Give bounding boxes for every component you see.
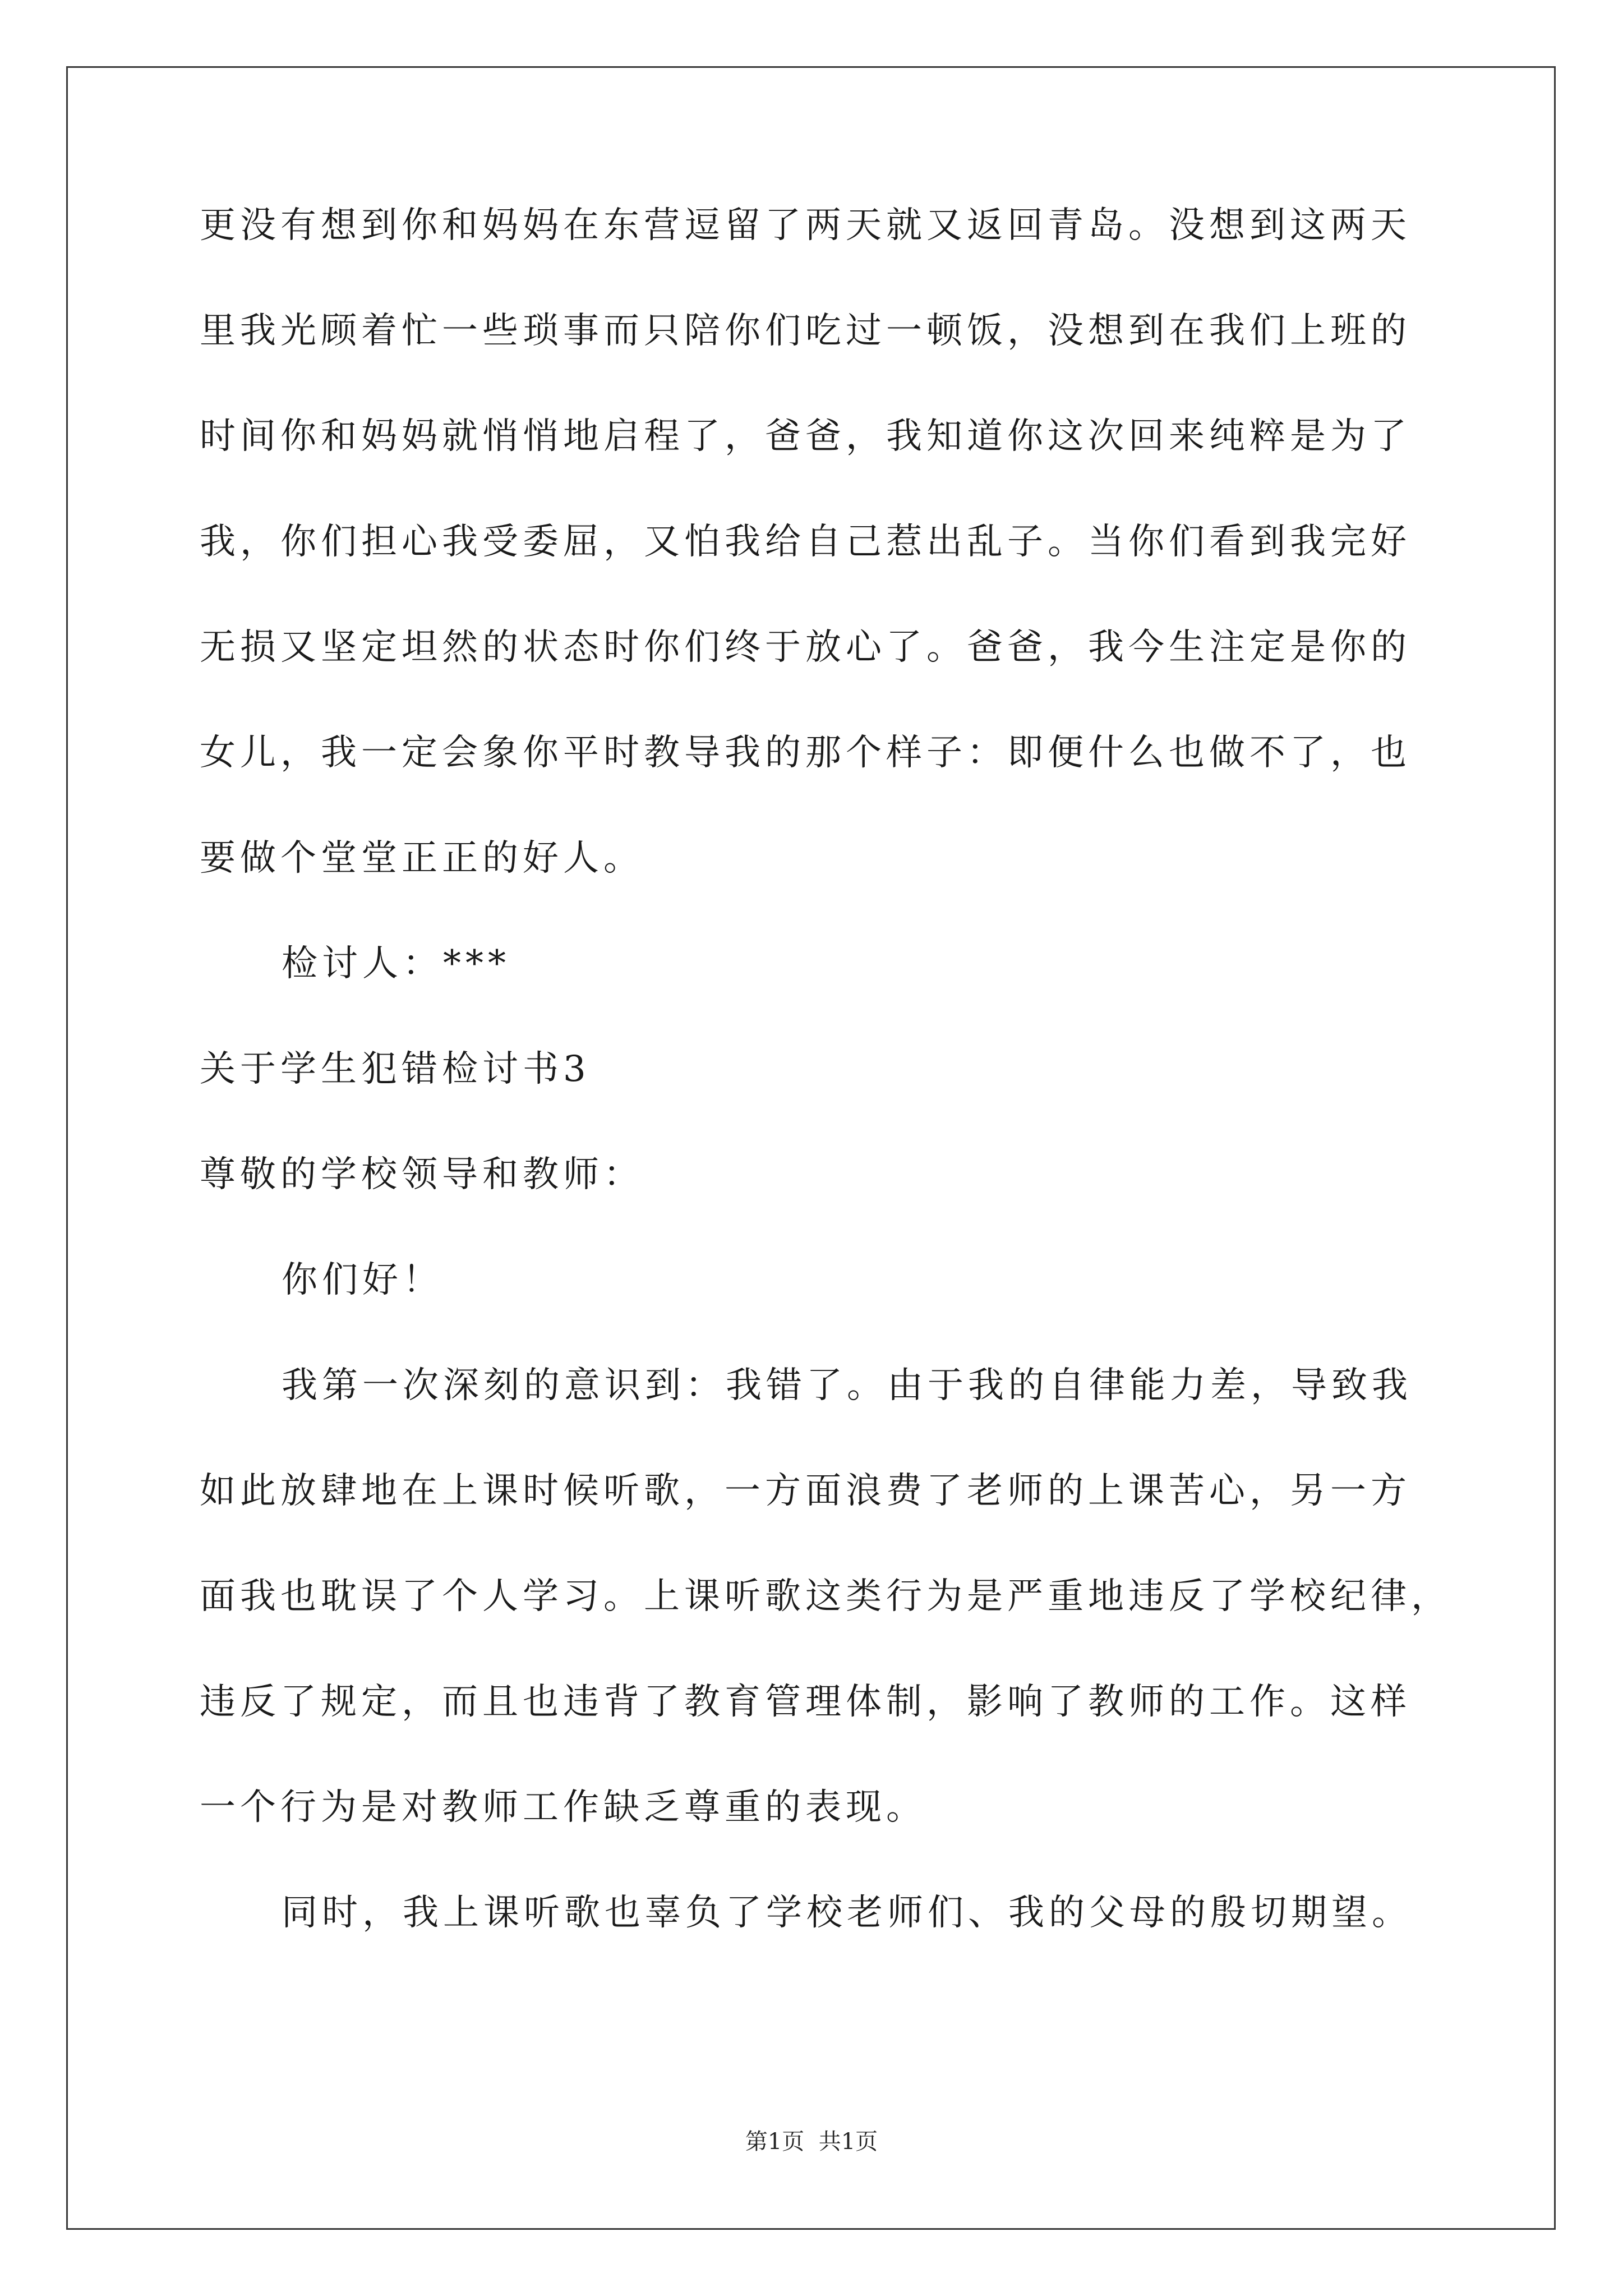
paragraph-line: 更没有想到你和妈妈在东营逗留了两天就又返回青岛。没想到这两天 [200,205,1411,246]
section-title: 关于学生犯错检讨书3 [200,1048,591,1090]
salutation: 尊敬的学校领导和教师： [200,1154,644,1195]
paragraph-line: 如此放肆地在上课时候听歌，一方面浪费了老师的上课苦心，另一方 [200,1470,1411,1512]
paragraph-line: 要做个堂堂正正的好人。 [200,838,644,879]
paragraph-line: 违反了规定，而且也违背了教育管理体制，影响了教师的工作。这样 [200,1681,1411,1723]
paragraph-line: 时间你和妈妈就悄悄地启程了，爸爸，我知道你这次回来纯粹是为了 [200,416,1411,457]
signature-line: 检讨人：*** [282,943,510,984]
paragraph-line: 里我光顾着忙一些琐事而只陪你们吃过一顿饭，没想到在我们上班的 [200,310,1411,352]
paragraph-line: 我第一次深刻的意识到：我错了。由于我的自律能力差，导致我 [282,1365,1412,1406]
paragraph-line: 同时，我上课听歌也辜负了学校老师们、我的父母的殷切期望。 [282,1892,1412,1934]
paragraph-line: 我，你们担心我受委屈，又怕我给自己惹出乱子。当你们看到我完好 [200,521,1411,563]
page-footer: 第1页 共1页 [745,2129,878,2155]
paragraph-line: 面我也耽误了个人学习。上课听歌这类行为是严重地违反了学校纪律， [200,1576,1451,1617]
paragraph-line: 一个行为是对教师工作缺乏尊重的表现。 [200,1787,926,1828]
paragraph-line: 女儿，我一定会象你平时教导我的那个样子：即便什么也做不了，也 [200,732,1411,774]
greeting: 你们好！ [282,1259,443,1301]
paragraph-line: 无损又坚定坦然的状态时你们终于放心了。爸爸，我今生注定是你的 [200,627,1411,668]
